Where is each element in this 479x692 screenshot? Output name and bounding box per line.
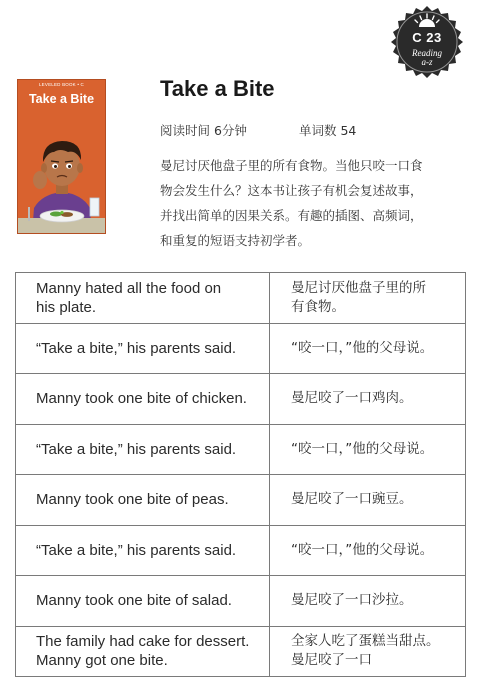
- bilingual-text-table: [15, 272, 466, 677]
- chinese-text-cell: [270, 374, 466, 425]
- chinese-line: 曼尼咬了一口沙拉。: [291, 592, 413, 609]
- table-row: [16, 576, 466, 627]
- chinese-text-cell: [270, 626, 466, 677]
- chinese-line: 曼尼咬了一口鸡肉。: [291, 390, 413, 407]
- table-row: [16, 626, 466, 677]
- english-text-cell: [16, 626, 270, 677]
- chinese-line: 曼尼讨厌他盘子里的所: [291, 279, 426, 296]
- english-line: The family had cake for dessert.: [36, 633, 250, 651]
- english-text-cell: [16, 424, 270, 475]
- brand-name: [389, 49, 465, 67]
- english-text-cell: [16, 525, 270, 576]
- english-line: “Take a bite,” his parents said.: [36, 339, 237, 357]
- chinese-line: 全家人吃了蛋糕当甜点。: [291, 633, 440, 650]
- description-line: 曼尼讨厌他盘子里的所有食物。当他只咬一口食: [160, 158, 423, 173]
- chinese-text-cell: [270, 323, 466, 374]
- cover-title: Take a Bite: [28, 92, 95, 106]
- chinese-line: 曼尼咬了一口: [291, 652, 372, 669]
- brand-line-1: Reading: [412, 48, 442, 58]
- english-text-cell: [16, 374, 270, 425]
- cover-series-label: LEVELED BOOK • C: [38, 82, 85, 87]
- table-row: [16, 475, 466, 526]
- chinese-line: “咬一口，”他的父母说。: [291, 541, 434, 558]
- table-row: [16, 323, 466, 374]
- table-row: [16, 424, 466, 475]
- english-line: Manny took one bite of peas.: [36, 491, 229, 509]
- description-line: 并找出简单的因果关系。有趣的插图、高频词，: [160, 208, 423, 223]
- english-line: “Take a bite,” his parents said.: [36, 440, 237, 458]
- cover-illustration: [18, 110, 106, 234]
- chinese-text-cell: [270, 576, 466, 627]
- chinese-line: 有食物。: [291, 298, 345, 315]
- english-line: Manny got one bite.: [36, 652, 168, 670]
- chinese-text-cell: [270, 424, 466, 475]
- reading-time: 阅读时间 6分钟: [160, 123, 247, 138]
- english-line: Manny took one bite of chicken.: [36, 390, 247, 408]
- english-line: Manny took one bite of salad.: [36, 592, 232, 610]
- description-line: 物会发生什么？这本书让孩子有机会复述故事，: [160, 183, 423, 198]
- english-line: his plate.: [36, 298, 97, 316]
- chinese-line: “咬一口，”他的父母说。: [291, 440, 434, 457]
- book-title: Take a Bite: [160, 76, 275, 101]
- chinese-line: “咬一口，”他的父母说。: [291, 339, 434, 356]
- english-text-cell: [16, 273, 270, 324]
- english-line: Manny hated all the food on: [36, 279, 222, 297]
- brand-line-2: a-z: [421, 57, 433, 67]
- book-description: [160, 153, 465, 253]
- english-text-cell: [16, 475, 270, 526]
- chinese-line: 曼尼咬了一口豌豆。: [291, 491, 413, 508]
- table-row: [16, 525, 466, 576]
- english-text-cell: [16, 323, 270, 374]
- book-cover[interactable]: [17, 79, 106, 234]
- word-count: 单词数 54: [299, 123, 357, 138]
- description-line: 和重复的短语支持初学者。: [160, 233, 311, 248]
- table-row: [16, 273, 466, 324]
- chinese-text-cell: [270, 525, 466, 576]
- english-line: “Take a bite,” his parents said.: [36, 541, 237, 559]
- chinese-text-cell: [270, 273, 466, 324]
- english-text-cell: [16, 576, 270, 627]
- reading-level: C 23: [412, 30, 442, 45]
- table-row: [16, 374, 466, 425]
- chinese-text-cell: [270, 475, 466, 526]
- reading-level-badge: [389, 4, 465, 80]
